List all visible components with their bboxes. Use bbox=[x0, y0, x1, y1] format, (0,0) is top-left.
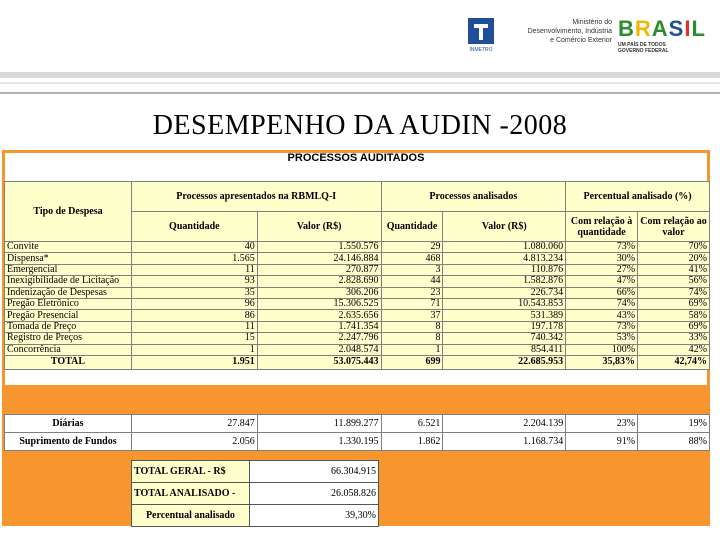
total-pv: 42,74% bbox=[638, 355, 710, 369]
cell-pq: 73% bbox=[566, 242, 638, 253]
header-quantidade: Quantidade bbox=[131, 212, 257, 242]
table-row bbox=[5, 276, 710, 287]
cell-tipo: Diárias bbox=[5, 415, 132, 433]
cell-pv: 20% bbox=[638, 253, 710, 264]
brasil-letter: A bbox=[651, 16, 669, 41]
header-percentual: Percentual analisado (%) bbox=[566, 182, 710, 212]
inmetro-label: INMETRO bbox=[469, 47, 493, 53]
table-row bbox=[5, 321, 710, 332]
summary-label: Percentual analisado bbox=[132, 505, 250, 527]
cell-pv: 69% bbox=[638, 298, 710, 309]
cell-tipo: Registro de Preços bbox=[5, 333, 132, 344]
table-row bbox=[5, 253, 710, 264]
summary-row bbox=[132, 505, 379, 527]
cell-v2: 226.734 bbox=[443, 287, 566, 298]
cell-q2: 29 bbox=[381, 242, 443, 253]
header-valor: Valor (R$) bbox=[443, 212, 566, 242]
cell-q1: 27.847 bbox=[131, 415, 257, 433]
table-row bbox=[5, 344, 710, 355]
cell-pv: 41% bbox=[638, 264, 710, 275]
cell-v2: 10.543.853 bbox=[443, 298, 566, 309]
cell-q2: 37 bbox=[381, 310, 443, 321]
header-rule bbox=[0, 82, 720, 84]
header-quantidade: Quantidade bbox=[381, 212, 443, 242]
summary-value: 26.058.826 bbox=[249, 483, 378, 505]
summary-value: 39,30% bbox=[249, 505, 378, 527]
cell-v1: 1.550.576 bbox=[257, 242, 381, 253]
cell-v2: 854.411 bbox=[443, 344, 566, 355]
total-label: TOTAL bbox=[5, 355, 132, 369]
cell-v1: 2.247.796 bbox=[257, 333, 381, 344]
cell-q1: 86 bbox=[131, 310, 257, 321]
brasil-letter: R bbox=[634, 16, 652, 41]
cell-q2: 6.521 bbox=[381, 415, 443, 433]
header-analisados: Processos analisados bbox=[381, 182, 566, 212]
table-row bbox=[5, 242, 710, 253]
cell-q1: 11 bbox=[131, 264, 257, 275]
cell-q2: 8 bbox=[381, 321, 443, 332]
cell-pv: 58% bbox=[638, 310, 710, 321]
cell-pq: 91% bbox=[566, 433, 638, 451]
cell-pq: 66% bbox=[566, 287, 638, 298]
header-rel-quantidade: Com relação à quantidade bbox=[566, 212, 638, 242]
cell-tipo: Tomada de Preço bbox=[5, 321, 132, 332]
cell-v1: 24.146.884 bbox=[257, 253, 381, 264]
total-q1: 1.951 bbox=[131, 355, 257, 369]
cell-pv: 56% bbox=[638, 276, 710, 287]
cell-q2: 23 bbox=[381, 287, 443, 298]
cell-v2: 110.876 bbox=[443, 264, 566, 275]
cell-q1: 1 bbox=[131, 344, 257, 355]
total-v1: 53.075.443 bbox=[257, 355, 381, 369]
cell-v2: 1.582.876 bbox=[443, 276, 566, 287]
brasil-word bbox=[618, 16, 708, 42]
cell-tipo: Pregão Eletrônico bbox=[5, 298, 132, 309]
separator-band bbox=[2, 398, 710, 414]
cell-v1: 2.635.656 bbox=[257, 310, 381, 321]
cell-q2: 1.862 bbox=[381, 433, 443, 451]
total-q2: 699 bbox=[381, 355, 443, 369]
cell-pv: 42% bbox=[638, 344, 710, 355]
summary-value: 66.304.915 bbox=[249, 461, 378, 483]
table-row bbox=[5, 310, 710, 321]
cell-v1: 270.877 bbox=[257, 264, 381, 275]
cell-pv: 69% bbox=[638, 321, 710, 332]
cell-v2: 4.813.234 bbox=[443, 253, 566, 264]
cell-v1: 1.330.195 bbox=[257, 433, 381, 451]
cell-v2: 740.342 bbox=[443, 333, 566, 344]
total-pq: 35,83% bbox=[566, 355, 638, 369]
summary-label: TOTAL ANALISADO - bbox=[132, 483, 250, 505]
processes-table bbox=[4, 181, 710, 370]
cell-q1: 40 bbox=[131, 242, 257, 253]
cell-q1: 11 bbox=[131, 321, 257, 332]
header-apresentados: Processos apresentados na RBMLQ-I bbox=[131, 182, 381, 212]
cell-pq: 100% bbox=[566, 344, 638, 355]
brasil-gov: GOVERNO FEDERAL bbox=[618, 48, 669, 54]
cell-q1: 2.056 bbox=[131, 433, 257, 451]
cell-v2: 2.204.139 bbox=[443, 415, 566, 433]
ministry-line: Desenvolvimento, Indústria bbox=[527, 28, 612, 35]
summary-label: TOTAL GERAL - R$ bbox=[132, 461, 250, 483]
cell-v2: 197.178 bbox=[443, 321, 566, 332]
cell-q1: 35 bbox=[131, 287, 257, 298]
cell-pq: 27% bbox=[566, 264, 638, 275]
cell-q2: 8 bbox=[381, 333, 443, 344]
cell-q2: 468 bbox=[381, 253, 443, 264]
inmetro-logo-icon bbox=[466, 16, 496, 54]
cell-pv: 19% bbox=[638, 415, 710, 433]
cell-pv: 33% bbox=[638, 333, 710, 344]
header-rule bbox=[0, 72, 720, 78]
ministry-name bbox=[502, 18, 612, 45]
table-title: PROCESSOS AUDITADOS bbox=[287, 152, 425, 164]
cell-pq: 23% bbox=[566, 415, 638, 433]
cell-v1: 306.206 bbox=[257, 287, 381, 298]
table-row bbox=[5, 433, 710, 451]
cell-v2: 1.168.734 bbox=[443, 433, 566, 451]
cell-v2: 1.080.060 bbox=[443, 242, 566, 253]
summary-row bbox=[132, 483, 379, 505]
cell-v1: 11.899.277 bbox=[257, 415, 381, 433]
table-row bbox=[5, 264, 710, 275]
cell-tipo: Concorrência bbox=[5, 344, 132, 355]
header-rule bbox=[0, 92, 720, 94]
cell-pq: 53% bbox=[566, 333, 638, 344]
brasil-letter: L bbox=[691, 16, 706, 41]
brasil-tagline: UM PAÍS DE TODOS bbox=[618, 42, 666, 48]
extra-table bbox=[4, 414, 710, 451]
summary-row bbox=[132, 461, 379, 483]
header-valor: Valor (R$) bbox=[257, 212, 381, 242]
summary-table bbox=[131, 460, 379, 527]
cell-tipo: Dispensa* bbox=[5, 253, 132, 264]
brasil-logo bbox=[618, 16, 708, 56]
page-title: DESEMPENHO DA AUDIN -2008 bbox=[152, 110, 568, 141]
cell-v1: 1.741.354 bbox=[257, 321, 381, 332]
cell-v1: 15.306.525 bbox=[257, 298, 381, 309]
cell-pv: 70% bbox=[638, 242, 710, 253]
cell-pv: 88% bbox=[638, 433, 710, 451]
cell-tipo: Emergencial bbox=[5, 264, 132, 275]
cell-tipo: Convite bbox=[5, 242, 132, 253]
cell-v2: 531.389 bbox=[443, 310, 566, 321]
cell-v1: 2.048.574 bbox=[257, 344, 381, 355]
cell-q2: 44 bbox=[381, 276, 443, 287]
total-v2: 22.685.953 bbox=[443, 355, 566, 369]
cell-pv: 74% bbox=[638, 287, 710, 298]
table-row bbox=[5, 298, 710, 309]
cell-pq: 30% bbox=[566, 253, 638, 264]
cell-tipo: Inexigibilidade de Licitação bbox=[5, 276, 132, 287]
brasil-letter: I bbox=[684, 16, 692, 41]
cell-q1: 15 bbox=[131, 333, 257, 344]
cell-pq: 43% bbox=[566, 310, 638, 321]
cell-q1: 1.565 bbox=[131, 253, 257, 264]
brasil-letter: B bbox=[618, 16, 635, 41]
header-logos bbox=[466, 12, 706, 56]
cell-q1: 96 bbox=[131, 298, 257, 309]
ministry-line: e Comércio Exterior bbox=[550, 37, 612, 44]
cell-q2: 1 bbox=[381, 344, 443, 355]
brasil-letter: S bbox=[668, 16, 685, 41]
cell-pq: 74% bbox=[566, 298, 638, 309]
cell-pq: 47% bbox=[566, 276, 638, 287]
cell-tipo: Suprimento de Fundos bbox=[5, 433, 132, 451]
header-tipo: Tipo de Despesa bbox=[5, 182, 132, 242]
cell-q1: 93 bbox=[131, 276, 257, 287]
cell-q2: 3 bbox=[381, 264, 443, 275]
cell-tipo: Indenização de Despesas bbox=[5, 287, 132, 298]
header-rel-valor: Com relação ao valor bbox=[638, 212, 710, 242]
cell-v1: 2.828.690 bbox=[257, 276, 381, 287]
table-row bbox=[5, 415, 710, 433]
table-row bbox=[5, 287, 710, 298]
cell-q2: 71 bbox=[381, 298, 443, 309]
cell-pq: 73% bbox=[566, 321, 638, 332]
cell-tipo: Pregão Presencial bbox=[5, 310, 132, 321]
ministry-line: Ministério do bbox=[572, 19, 612, 26]
table-row bbox=[5, 333, 710, 344]
